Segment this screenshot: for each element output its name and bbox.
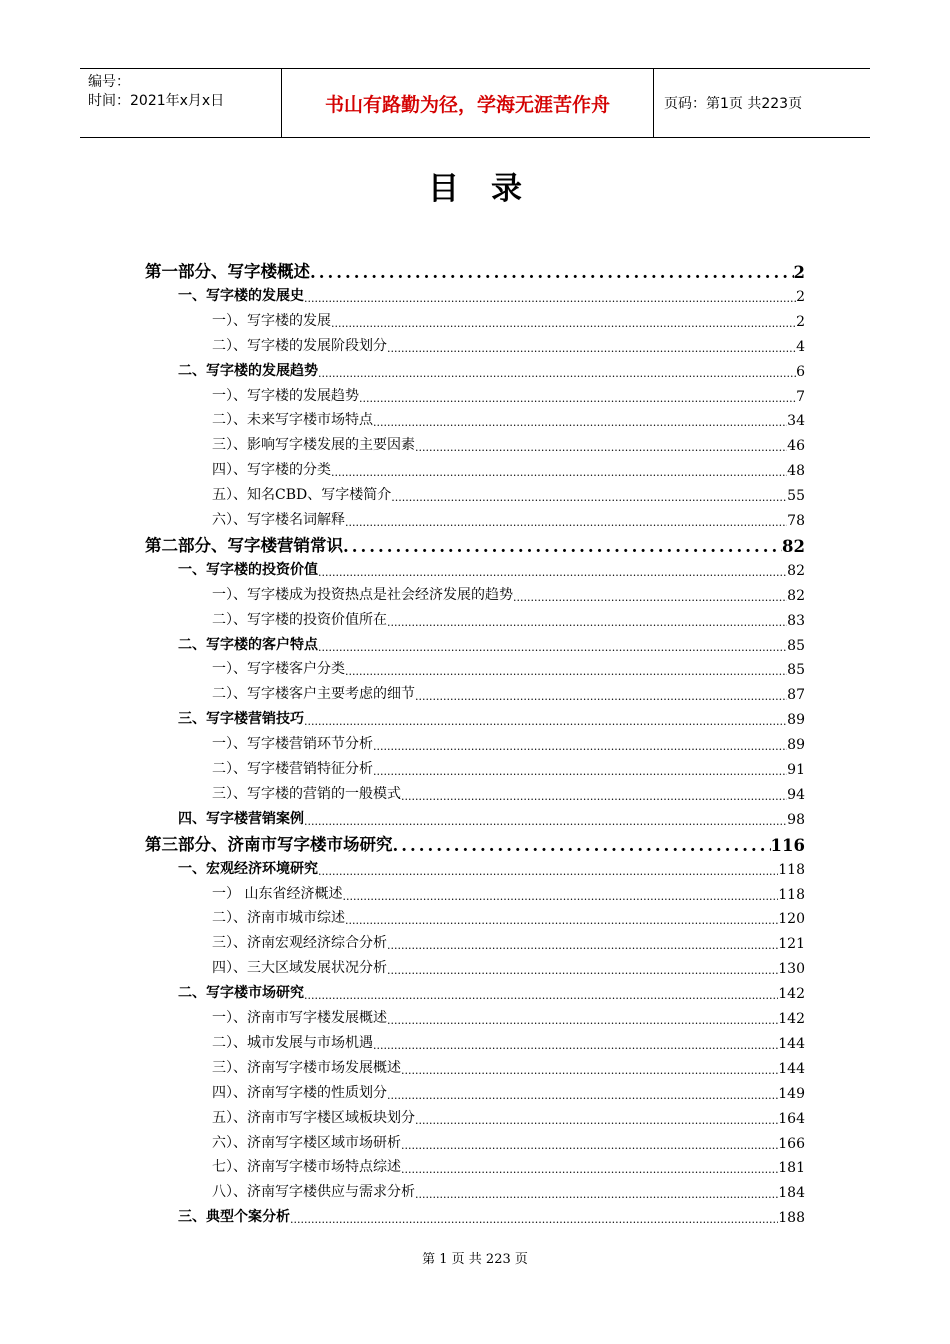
toc-entry-level-3[interactable] (212, 383, 805, 405)
toc-dot-leader (359, 392, 796, 405)
toc-entry-level-3[interactable] (212, 681, 805, 703)
toc-entry-page: 85 (787, 662, 805, 679)
toc-dot-leader (387, 939, 778, 952)
toc-dot-leader (387, 1014, 778, 1027)
toc-entry-page: 91 (787, 762, 805, 778)
toc-entry-level-3[interactable] (212, 507, 805, 529)
toc-dot-leader (393, 836, 771, 855)
toc-entry-label: 第二部分、写字楼营销常识 (145, 535, 343, 555)
toc-entry-page: 121 (778, 936, 805, 953)
toc-entry-page: 116 (770, 835, 805, 855)
toc-dot-leader (387, 1089, 778, 1102)
toc-entry-label: 二）、城市发展与市场机遇 (212, 1034, 373, 1051)
toc-entry-level-2[interactable] (178, 1204, 805, 1226)
toc-entry-level-3[interactable] (212, 1179, 805, 1201)
toc-entry-page: 118 (778, 886, 805, 903)
toc-entry-label: 六）、济南写字楼区域市场研析 (212, 1134, 401, 1151)
toc-entry-label: 二、写字楼的发展趋势 (178, 362, 318, 379)
toc-dot-leader (318, 641, 787, 654)
toc-entry-label: 二、写字楼的客户特点 (178, 636, 318, 653)
toc-entry-page: 2 (793, 263, 805, 282)
toc-dot-leader (401, 1139, 778, 1152)
header-time-label: 时间：2021年x月x日 (88, 93, 225, 109)
toc-entry-label: 一）、写字楼的发展 (212, 312, 331, 329)
toc-dot-leader (290, 1213, 778, 1226)
toc-entry-page: 144 (778, 1035, 805, 1052)
toc-entry-page: 78 (787, 513, 805, 529)
toc-dot-leader (391, 491, 787, 504)
toc-entry-level-3[interactable] (212, 457, 805, 479)
toc-entry-page: 98 (787, 811, 805, 828)
toc-dot-leader (401, 1064, 778, 1077)
toc-entry-level-3[interactable] (212, 482, 805, 504)
toc-dot-leader (387, 342, 796, 355)
toc-entry-level-3[interactable] (212, 308, 805, 330)
toc-entry-label: 二）、写字楼客户主要考虑的细节 (212, 686, 415, 703)
toc-entry-level-2[interactable] (178, 632, 805, 654)
toc-entry-page: 87 (787, 687, 805, 704)
toc-entry-level-3[interactable] (212, 407, 805, 429)
toc-dot-leader (415, 1188, 778, 1201)
toc-entry-level-3[interactable] (212, 881, 805, 903)
toc-entry-page: 118 (778, 861, 805, 878)
toc-entry-label: 五）、济南市写字楼区域板块划分 (212, 1109, 415, 1126)
toc-entry-label: 二、写字楼市场研究 (178, 985, 304, 1002)
toc-entry-page: 181 (778, 1160, 805, 1177)
toc-entry-label: 三）、济南宏观经济综合分析 (212, 935, 387, 952)
toc-entry-label: 一）、写字楼营销环节分析 (212, 736, 373, 753)
toc-dot-leader (345, 914, 778, 927)
toc-entry-page: 4 (796, 338, 805, 355)
toc-entry-page: 188 (778, 1210, 805, 1227)
toc-dot-leader (387, 616, 787, 629)
toc-entry-level-3[interactable] (212, 1030, 805, 1052)
toc-dot-leader (373, 1039, 778, 1052)
toc-dot-leader (401, 1163, 778, 1176)
toc-entry-label: 三）、济南写字楼市场发展概述 (212, 1059, 401, 1076)
header-number-label: 编号： (88, 74, 130, 90)
toc-entry-label: 三、典型个案分析 (178, 1209, 290, 1226)
toc-entry-label: 一）、济南市写字楼发展概述 (212, 1010, 387, 1026)
toc-entry-page: 55 (787, 488, 805, 505)
toc-entry-level-3[interactable] (212, 1130, 805, 1152)
toc-dot-leader (345, 516, 787, 529)
toc-entry-label: 一、写字楼的发展史 (178, 287, 304, 304)
toc-entry-level-3[interactable] (212, 582, 805, 604)
toc-entry-label: 二）、写字楼的发展阶段划分 (212, 337, 387, 354)
toc-entry-level-3[interactable] (212, 1105, 805, 1127)
toc-dot-leader (373, 765, 787, 778)
toc-entry-page: 6 (796, 363, 805, 380)
toc-dot-leader (415, 690, 787, 703)
toc-dot-leader (345, 665, 787, 678)
toc-entry-level-2[interactable] (178, 980, 805, 1002)
toc-entry-page: 34 (787, 413, 805, 430)
toc-entry-label: 一） 山东省经济概述 (212, 885, 343, 902)
toc-entry-level-2[interactable] (178, 283, 805, 305)
toc-entry-label: 第一部分、写字楼概述 (145, 262, 310, 281)
toc-entry-label: 第三部分、济南市写字楼市场研究 (145, 834, 393, 854)
toc-entry-label: 七）、济南写字楼市场特点综述 (212, 1159, 401, 1176)
toc-entry-label: 一、写字楼的投资价值 (178, 561, 318, 578)
toc-entry-page: 46 (787, 438, 805, 455)
page-header (80, 68, 870, 138)
toc-entry-label: 四、写字楼营销案例 (178, 810, 304, 827)
toc-entry-label: 二）、未来写字楼市场特点 (212, 412, 373, 429)
toc-entry-page: 7 (796, 388, 805, 405)
toc-entry-level-3[interactable] (212, 1080, 805, 1102)
toc-entry-page: 149 (778, 1085, 805, 1102)
toc-entry-level-3[interactable] (212, 432, 805, 454)
toc-entry-label: 一）、写字楼客户分类 (212, 661, 345, 678)
toc-entry-label: 三、写字楼营销技巧 (178, 711, 304, 728)
page-title: 目录 (428, 171, 554, 207)
toc-entry-label: 六）、写字楼名词解释 (212, 512, 345, 528)
toc-dot-leader (387, 964, 778, 977)
toc-entry-page: 120 (778, 911, 805, 928)
toc-dot-leader (373, 740, 787, 753)
toc-dot-leader (310, 263, 794, 282)
toc-entry-level-3[interactable] (212, 1055, 805, 1077)
toc-entry-page: 164 (778, 1110, 805, 1127)
toc-entry-page: 48 (787, 463, 805, 480)
toc-dot-leader (318, 566, 787, 579)
toc-dot-leader (343, 537, 782, 556)
toc-dot-leader (415, 441, 787, 454)
toc-entry-page: 2 (796, 288, 805, 305)
toc-entry-level-2[interactable] (178, 358, 805, 380)
toc-entry-level-3[interactable] (212, 781, 805, 803)
toc-entry-label: 二）、济南市城市综述 (212, 910, 345, 927)
toc-entry-page: 142 (778, 986, 805, 1003)
toc-dot-leader (513, 591, 787, 604)
toc-entry-level-2[interactable] (178, 856, 805, 878)
toc-entry-page: 82 (787, 587, 805, 604)
toc-entry-label: 五）、知名CBD、写字楼简介 (212, 487, 392, 504)
header-motto: 书山有路勤为径，学海无涯苦作舟 (282, 69, 654, 137)
toc-entry-label: 一）、写字楼成为投资热点是社会经济发展的趋势 (212, 586, 513, 603)
toc-entry-level-3[interactable] (212, 905, 805, 927)
toc-dot-leader (304, 715, 787, 728)
header-page-info: 页码：第1页 共223页 (664, 96, 803, 112)
toc-entry-page: 184 (778, 1185, 805, 1202)
toc-entry-level-3[interactable] (212, 607, 805, 629)
toc-entry-level-3[interactable] (212, 756, 805, 778)
page-footer: 第 1 页 共 223 页 (422, 1252, 528, 1267)
toc-entry-level-1[interactable] (145, 532, 805, 556)
toc-dot-leader (331, 466, 787, 479)
toc-entry-page: 82 (787, 562, 805, 579)
toc-entry-level-3[interactable] (212, 1005, 805, 1027)
toc-dot-leader (415, 1114, 778, 1127)
toc-entry-level-2[interactable] (178, 557, 805, 579)
toc-dot-leader (318, 865, 778, 878)
header-meta (80, 69, 282, 137)
toc-dot-leader (304, 815, 787, 828)
toc-entry-level-3[interactable] (212, 333, 805, 355)
toc-dot-leader (342, 890, 778, 903)
toc-entry-page: 144 (778, 1060, 805, 1077)
toc-entry-label: 三）、写字楼的营销的一般模式 (212, 785, 401, 802)
toc-entry-page: 85 (787, 637, 805, 654)
toc-entry-label: 一、宏观经济环境研究 (178, 860, 318, 877)
toc-entry-label: 四）、写字楼的分类 (212, 462, 331, 479)
toc-entry-level-1[interactable] (145, 831, 805, 855)
toc-entry-page: 82 (782, 536, 805, 556)
toc-dot-leader (318, 367, 796, 380)
toc-entry-page: 89 (787, 737, 805, 754)
toc-entry-level-1[interactable] (145, 258, 805, 282)
toc-dot-leader (401, 790, 787, 803)
toc-dot-leader (304, 989, 778, 1002)
toc-entry-page: 94 (787, 786, 805, 803)
toc-entry-page: 89 (787, 712, 805, 729)
toc-entry-page: 142 (778, 1011, 805, 1027)
toc-entry-label: 二）、写字楼营销特征分析 (212, 761, 373, 777)
toc-dot-leader (373, 416, 787, 429)
toc-entry-level-3[interactable] (212, 955, 805, 977)
toc-entry-level-3[interactable] (212, 656, 805, 678)
toc-entry-label: 二）、写字楼的投资价值所在 (212, 611, 387, 628)
toc-entry-page: 2 (796, 313, 805, 330)
toc-entry-label: 八）、济南写字楼供应与需求分析 (212, 1184, 415, 1201)
toc-dot-leader (331, 317, 796, 330)
toc-entry-page: 130 (778, 961, 805, 978)
toc-entry-label: 三）、影响写字楼发展的主要因素 (212, 437, 415, 454)
toc-entry-page: 166 (778, 1135, 805, 1152)
toc-entry-level-3[interactable] (212, 731, 805, 753)
toc-entry-level-2[interactable] (178, 706, 805, 728)
toc-dot-leader (304, 292, 796, 305)
toc-entry-label: 四）、济南写字楼的性质划分 (212, 1084, 387, 1101)
toc-entry-label: 一）、写字楼的发展趋势 (212, 387, 359, 404)
toc-entry-page: 83 (787, 612, 805, 629)
toc-entry-label: 四）、三大区域发展状况分析 (212, 960, 387, 977)
toc-entry-level-2[interactable] (178, 806, 805, 828)
toc-entry-level-3[interactable] (212, 1154, 805, 1176)
toc-entry-level-3[interactable] (212, 930, 805, 952)
